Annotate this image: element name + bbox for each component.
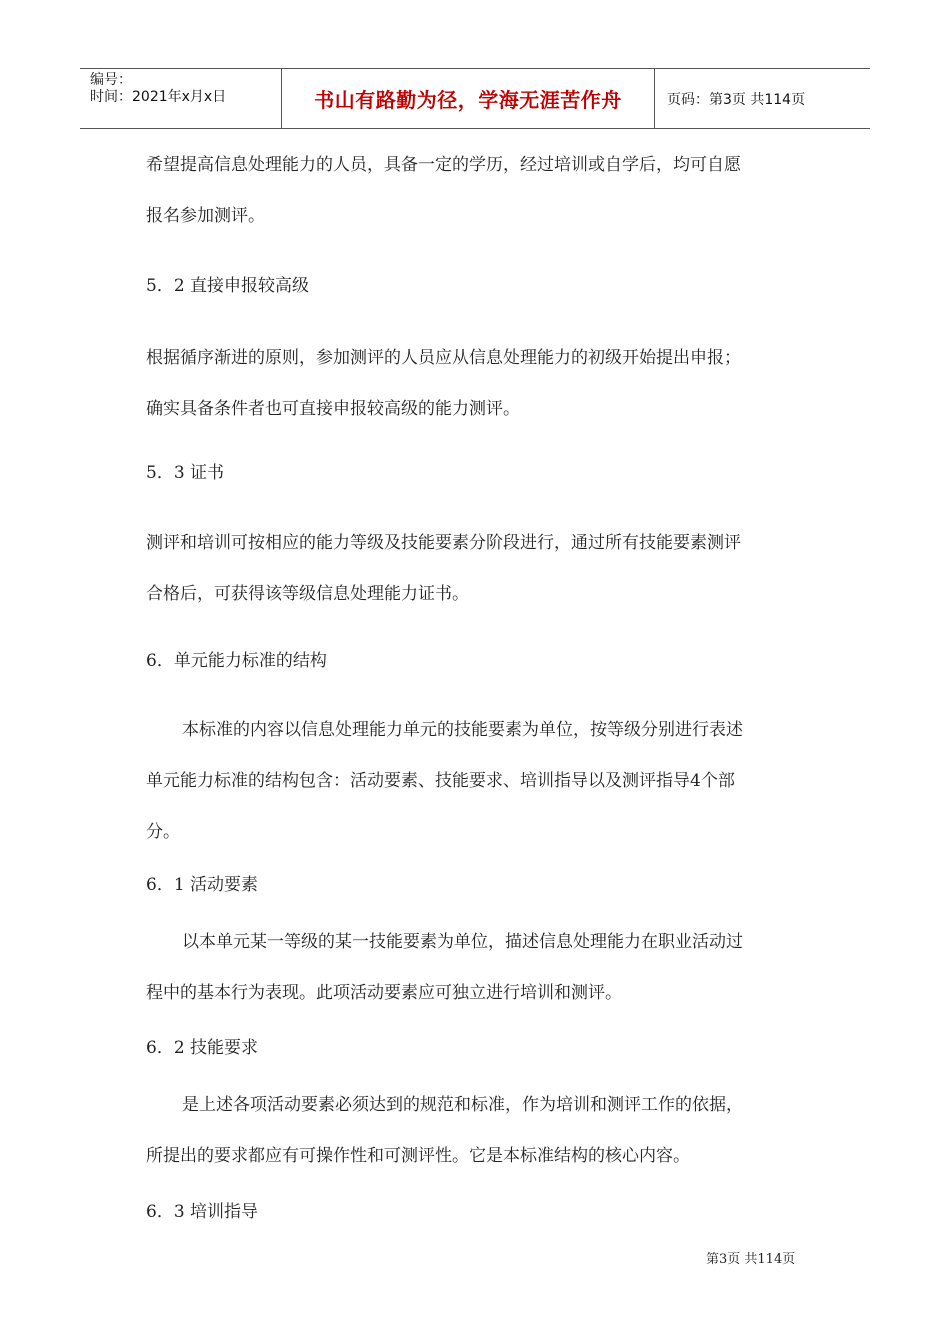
paragraph [146,518,816,620]
paragraph-line: 本标准的内容以信息处理能力单元的技能要素为单位，按等级分别进行表述 [182,720,743,740]
header-meta [80,69,282,128]
page-header [80,68,870,129]
paragraph [146,140,816,242]
document-date: 时间：2021年x月x日 [90,89,227,105]
paragraph [146,917,816,1019]
paragraph-line: 以本单元某一等级的某一技能要素为单位，描述信息处理能力在职业活动过 [182,932,743,952]
section-heading-5-2: 5．2 直接申报较高级 [146,276,310,296]
paragraph-line: 分。 [146,822,180,842]
page-footer: 第3页 共114页 [706,1252,796,1267]
paragraph-line: 报名参加测评。 [146,206,265,226]
paragraph-line: 所提出的要求都应有可操作性和可测评性。它是本标准结构的核心内容。 [146,1146,690,1166]
header-page-info: 页码：第3页 共114页 [667,91,806,108]
section-heading-6-2: 6．2 技能要求 [146,1038,259,1058]
paragraph-line: 合格后，可获得该等级信息处理能力证书。 [146,584,469,604]
document-number-label: 编号： [90,72,132,88]
paragraph-line: 根据循序渐进的原则，参加测评的人员应从信息处理能力的初级开始提出申报； [146,348,741,368]
paragraph-line: 确实具备条件者也可直接申报较高级的能力测评。 [146,399,520,419]
paragraph-line: 测评和培训可按相应的能力等级及技能要素分阶段进行，通过所有技能要素测评 [146,533,741,553]
section-heading-5-3: 5．3 证书 [146,463,225,483]
paragraph-line: 程中的基本行为表现。此项活动要素应可独立进行培训和测评。 [146,983,622,1003]
section-heading-6-1: 6．1 活动要素 [146,875,259,895]
paragraph [146,705,816,858]
header-motto: 书山有路勤为径，学海无涯苦作舟 [282,69,655,128]
paragraph-line: 希望提高信息处理能力的人员，具备一定的学历，经过培训或自学后，均可自愿 [146,155,741,175]
section-heading-6: 6．单元能力标准的结构 [146,651,327,671]
paragraph-line: 单元能力标准的结构包含：活动要素、技能要求、培训指导以及测评指导4个部 [146,771,735,791]
section-heading-6-3: 6．3 培训指导 [146,1202,259,1222]
paragraph-line: 是上述各项活动要素必须达到的规范和标准，作为培训和测评工作的依据， [182,1095,743,1115]
paragraph [146,333,816,435]
paragraph [146,1080,816,1182]
